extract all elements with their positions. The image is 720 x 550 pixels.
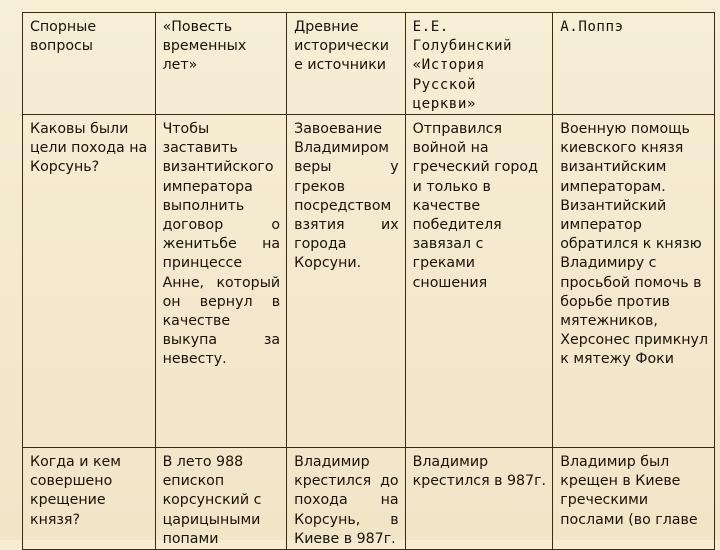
cell-text: Каковы были цели похода на Корсунь? (30, 121, 148, 176)
comparison-table (22, 12, 715, 550)
table-header-row (23, 13, 715, 115)
header-text: Спорные вопросы (30, 19, 97, 55)
cell-text: Чтобы заставить византийского императора выполнить договор о женитьбе на принцессе Анне, который он вернул в качестве выкупа за невесту. (162, 121, 281, 368)
header-cell-poppe (553, 13, 715, 115)
header-cell-disputed-questions (23, 13, 156, 115)
cell-text: Владимир крестился в 987г. (412, 454, 547, 490)
cell-text: Военную помощь киевского князя византийским императорам. Византийский император обратился к князю Владимиру с просьбой помочь в борьбе против мятежников, Херсонес примкнул к мятежу Фоки (560, 121, 709, 368)
cell-text: Когда и кем совершено крещение князя? (30, 454, 121, 528)
cell-text: Владимир крестился до похода на Корсунь, в Киеве в 987г. (294, 454, 399, 547)
poppe-cell (553, 115, 715, 448)
golubinsky-cell (405, 115, 553, 448)
ancient-sources-cell (287, 115, 406, 448)
table-row (23, 448, 715, 550)
poppe-cell (553, 448, 715, 550)
table-row (23, 115, 715, 448)
header-text: А.Поппэ (560, 19, 624, 35)
header-cell-golubinsky (405, 13, 553, 115)
cell-text: Завоевание Владимиром веры у греков посредством взятия их города Корсуни. (294, 121, 399, 272)
question-cell (23, 115, 156, 448)
header-text: «Повесть временных лет» (162, 19, 247, 74)
question-cell (23, 448, 156, 550)
header-cell-ancient-sources (287, 13, 406, 115)
header-text: Е.Е. Голубинский «История Русской церкви» (412, 19, 513, 112)
header-text: Древние исторически е источники (294, 19, 390, 74)
golubinsky-cell (405, 448, 553, 550)
cell-text: Владимир был крещен в Киеве греческими послами (во главе (560, 454, 698, 528)
tale-cell (155, 115, 287, 448)
tale-cell (155, 448, 287, 550)
ancient-sources-cell (287, 448, 406, 550)
cell-text: Отправился войной на греческий город и только в качестве победителя завязал с греками сношения (412, 121, 538, 291)
cell-text: В лето 988 епископ корсунский с царицыными попами (162, 454, 262, 547)
header-cell-tale-of-bygone-years (155, 13, 287, 115)
